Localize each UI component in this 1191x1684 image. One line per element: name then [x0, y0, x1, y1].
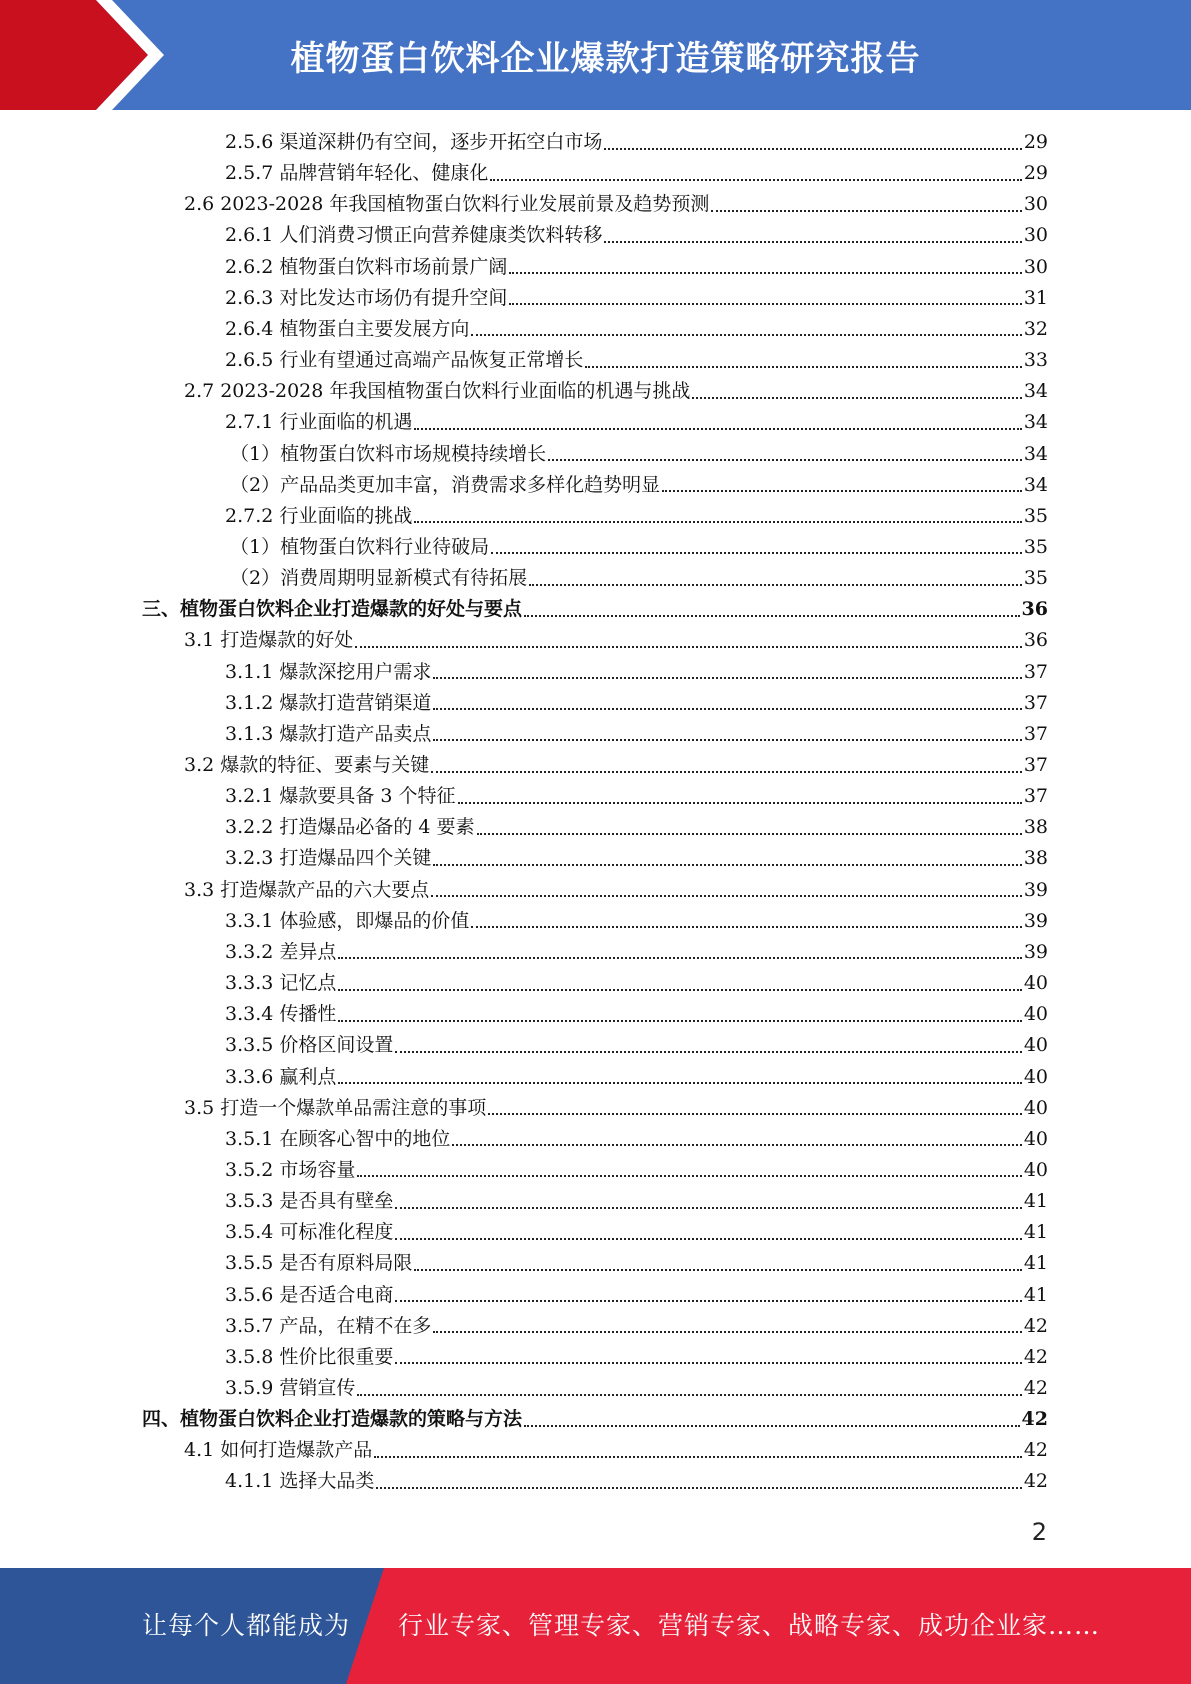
toc-dot-leader: [374, 1456, 1022, 1458]
toc-dot-leader: [452, 1144, 1021, 1146]
toc-entry[interactable]: [225, 158, 1048, 189]
toc-entry-number: 2.6.1: [225, 224, 274, 247]
toc-entry-page: 31: [1023, 286, 1048, 309]
toc-entry[interactable]: [225, 937, 1048, 968]
toc-entry-page: 35: [1023, 504, 1048, 527]
toc-entry-number: 2.7: [184, 380, 215, 403]
toc-entry-number: 3.2: [184, 754, 215, 776]
toc-entry-title: 打造爆款的好处: [220, 629, 354, 652]
toc-entry[interactable]: [225, 1155, 1048, 1186]
toc-entry-number: （1）: [230, 442, 281, 465]
toc-entry[interactable]: [225, 1062, 1048, 1093]
toc-entry[interactable]: [184, 875, 1048, 906]
toc-dot-leader: [433, 864, 1021, 866]
toc-entry-number: 3.5.2: [225, 1158, 274, 1181]
toc-dot-leader: [604, 241, 1021, 243]
toc-dot-leader: [338, 957, 1021, 959]
toc-entry-title: 是否有原料局限: [279, 1252, 413, 1275]
toc-dot-leader: [490, 179, 1021, 181]
toc-entry[interactable]: [225, 345, 1048, 376]
toc-entry[interactable]: [225, 719, 1048, 750]
toc-entry-page: 39: [1023, 878, 1048, 901]
toc-entry-title: 植物蛋白饮料市场规模持续增长: [280, 442, 547, 465]
toc-dot-leader: [357, 1394, 1021, 1396]
toc-entry-title: 性价比很重要: [279, 1345, 394, 1368]
toc-entry-title: 人们消费习惯正向营养健康类饮料转移: [279, 224, 603, 247]
toc-entry-title: 爆款深挖用户需求: [279, 660, 432, 683]
toc-entry-title: 植物蛋白饮料行业待破局: [280, 535, 490, 558]
toc-entry-number: 3.2.1: [225, 785, 274, 808]
toc-entry-number: 3.2.3: [225, 847, 274, 870]
toc-entry[interactable]: [225, 1373, 1048, 1404]
toc-entry-number: 3.5.5: [225, 1252, 274, 1275]
toc-dot-leader: [524, 615, 1020, 617]
toc-entry-page: 35: [1023, 567, 1048, 590]
toc-dot-leader: [395, 1300, 1021, 1302]
toc-dot-leader: [662, 490, 1022, 492]
toc-entry-title: 如何打造爆款产品: [220, 1439, 373, 1462]
toc-entry[interactable]: [184, 1093, 1048, 1124]
toc-dot-leader: [433, 739, 1021, 741]
toc-dot-leader: [431, 895, 1022, 897]
toc-entry[interactable]: [225, 1248, 1048, 1279]
toc-entry-title: 打造爆款产品的六大要点: [220, 878, 430, 901]
toc-entry-page: 42: [1021, 1408, 1048, 1431]
toc-entry-number: 2.5.6: [225, 131, 274, 153]
toc-entry-page: 40: [1023, 1065, 1048, 1088]
toc-entry[interactable]: [184, 376, 1048, 407]
toc-entry[interactable]: [230, 532, 1048, 563]
toc-entry-title: 消费周期明显新模式有待拓展: [280, 567, 528, 590]
toc-entry-number: 3.5.3: [225, 1190, 274, 1213]
toc-entry[interactable]: [225, 501, 1048, 532]
toc-entry-title: 是否适合电商: [279, 1283, 394, 1306]
toc-entry[interactable]: [225, 1311, 1048, 1342]
toc-entry[interactable]: [230, 439, 1048, 470]
toc-entry-page: 42: [1023, 1439, 1048, 1462]
toc-entry-number: 3.3.5: [225, 1034, 274, 1057]
toc-entry-page: 35: [1023, 535, 1048, 558]
toc-entry[interactable]: [225, 688, 1048, 719]
toc-entry-number: 3.5.7: [225, 1314, 274, 1337]
toc-entry-page: 42: [1023, 1314, 1048, 1337]
toc-dot-leader: [338, 989, 1021, 991]
toc-entry-page: 41: [1023, 1283, 1048, 1306]
toc-entry-title: 品牌营销年轻化、健康化: [279, 162, 489, 185]
toc-entry-page: 37: [1023, 785, 1048, 808]
toc-entry[interactable]: [225, 781, 1048, 812]
toc-entry-title: 是否具有壁垒: [279, 1190, 394, 1213]
toc-entry-number: （1）: [230, 535, 281, 558]
toc-entry[interactable]: [225, 407, 1048, 438]
toc-dot-leader: [509, 272, 1021, 274]
toc-dot-leader: [338, 1020, 1021, 1022]
toc-entry-number: 三、: [142, 598, 181, 621]
toc-entry-title: 赢利点: [279, 1065, 337, 1088]
toc-dot-leader: [471, 926, 1021, 928]
page-footer: [0, 1568, 1191, 1684]
toc-dot-leader: [548, 459, 1022, 461]
toc-entry[interactable]: [225, 999, 1048, 1030]
toc-entry-page: 38: [1023, 847, 1048, 870]
toc-entry[interactable]: [225, 252, 1048, 283]
toc-entry-page: 36: [1021, 598, 1048, 621]
toc-entry-number: 2.6.2: [225, 255, 274, 278]
toc-dot-leader: [458, 802, 1022, 804]
toc-dot-leader: [395, 1207, 1021, 1209]
toc-entry-number: 3.5.1: [225, 1127, 274, 1150]
toc-entry-page: 37: [1023, 691, 1048, 714]
toc-entry[interactable]: [142, 1404, 1048, 1435]
toc-entry-number: 2.7.2: [225, 504, 274, 527]
toc-entry[interactable]: [225, 812, 1048, 843]
toc-entry-page: 34: [1023, 473, 1048, 496]
toc-entry-page: 41: [1023, 1252, 1048, 1275]
toc-dot-leader: [509, 303, 1021, 305]
toc-entry-number: 2.5.7: [225, 162, 274, 185]
toc-entry-number: 3.3.3: [225, 972, 274, 995]
toc-dot-leader: [414, 521, 1021, 523]
toc-entry-title: 爆款打造营销渠道: [279, 691, 432, 714]
toc-entry-number: 3.2.2: [225, 816, 274, 839]
toc-entry-number: 四、: [142, 1408, 181, 1431]
toc-entry-title: 在顾客心智中的地位: [279, 1127, 451, 1150]
toc-entry-title: 爆款要具备 3 个特征: [279, 785, 456, 808]
toc-entry-number: 2.6.5: [225, 349, 274, 372]
toc-entry[interactable]: [225, 1342, 1048, 1373]
toc-entry-title: 2023-2028 年我国植物蛋白饮料行业面临的机遇与挑战: [220, 380, 691, 403]
toc-entry-number: 3.5: [184, 1096, 215, 1119]
toc-dot-leader: [338, 1082, 1021, 1084]
toc-entry-title: 爆款的特征、要素与关键: [220, 754, 430, 776]
toc-entry-title: 产品，在精不在多: [279, 1314, 432, 1337]
toc-entry[interactable]: [225, 1186, 1048, 1217]
toc-entry-title: 植物蛋白饮料市场前景广阔: [279, 255, 508, 278]
toc-entry-title: 爆款打造产品卖点: [279, 722, 432, 745]
toc-entry-title: 打造一个爆款单品需注意的事项: [220, 1096, 487, 1119]
toc-entry-title: 选择大品类: [279, 1470, 375, 1493]
toc-dot-leader: [357, 1175, 1021, 1177]
toc-entry[interactable]: [225, 127, 1048, 158]
page-header: [0, 0, 1191, 110]
toc-entry-page: 32: [1023, 317, 1048, 340]
toc-entry-title: 渠道深耕仍有空间，逐步开拓空白市场: [279, 131, 603, 153]
toc-entry-number: 2.6: [184, 193, 215, 216]
toc-entry[interactable]: [184, 1435, 1048, 1466]
toc-dot-leader: [433, 708, 1021, 710]
toc-entry-page: 37: [1023, 722, 1048, 745]
toc-entry-title: 行业面临的挑战: [279, 504, 413, 527]
toc-entry-title: 营销宣传: [279, 1377, 356, 1399]
toc-entry[interactable]: [225, 1124, 1048, 1155]
footer-slogan-right: 行业专家、管理专家、营销专家、战略专家、成功企业家……: [398, 1611, 1101, 1640]
toc-entry-number: （2）: [230, 473, 281, 496]
toc-entry-page: 42: [1023, 1345, 1048, 1368]
toc-dot-leader: [585, 366, 1021, 368]
toc-entry-title: 行业面临的机遇: [279, 411, 413, 434]
toc-dot-leader: [471, 334, 1021, 336]
toc-entry-number: 3.3.6: [225, 1065, 274, 1088]
toc-entry-title: 2023-2028 年我国植物蛋白饮料行业发展前景及趋势预测: [220, 193, 710, 216]
toc-dot-leader: [529, 584, 1022, 586]
toc-entry-title: 打造爆品四个关键: [279, 847, 432, 870]
page-number: 2: [1031, 1518, 1047, 1546]
toc-entry-page: 41: [1023, 1190, 1048, 1213]
toc-entry-title: 记忆点: [279, 972, 337, 995]
toc-entry-page: 39: [1023, 940, 1048, 963]
toc-dot-leader: [477, 833, 1022, 835]
toc-dot-leader: [355, 646, 1022, 648]
toc-entry-title: 价格区间设置: [279, 1034, 394, 1057]
toc-entry-title: 植物蛋白主要发展方向: [279, 317, 470, 340]
toc-dot-leader: [431, 771, 1022, 773]
toc-dot-leader: [395, 1051, 1021, 1053]
toc-entry[interactable]: [225, 1030, 1048, 1061]
footer-slogan-left: 让每个人都能成为: [142, 1611, 351, 1640]
toc-entry-number: 3.3.4: [225, 1003, 274, 1026]
toc-entry-page: 37: [1023, 754, 1048, 776]
toc-entry-page: 30: [1023, 255, 1048, 278]
toc-entry-title: 对比发达市场仍有提升空间: [279, 286, 508, 309]
toc-entry-number: 3.1.3: [225, 722, 274, 745]
toc-entry-page: 42: [1023, 1377, 1048, 1399]
toc-entry[interactable]: [225, 314, 1048, 345]
toc-entry-title: 差异点: [279, 940, 337, 963]
toc-entry-number: 3.3.2: [225, 940, 274, 963]
toc-entry-number: 3.3: [184, 878, 215, 901]
toc-dot-leader: [433, 1331, 1021, 1333]
toc-entry[interactable]: [225, 283, 1048, 314]
toc-entry-page: 37: [1023, 660, 1048, 683]
toc-dot-leader: [604, 148, 1021, 150]
document-title: 植物蛋白饮料企业爆款打造策略研究报告: [290, 38, 921, 79]
toc-entry-number: （2）: [230, 567, 281, 590]
toc-entry-title: 打造爆品必备的 4 要素: [279, 816, 475, 839]
toc-dot-leader: [395, 1238, 1021, 1240]
toc-entry-number: 3.1: [184, 629, 215, 652]
toc-entry-page: 36: [1023, 629, 1048, 652]
toc-entry-title: 市场容量: [279, 1158, 356, 1181]
toc-dot-leader: [414, 1269, 1021, 1271]
toc-entry-page: 29: [1023, 131, 1048, 153]
toc-entry[interactable]: [184, 189, 1048, 220]
toc-entry-number: 3.1.2: [225, 691, 274, 714]
toc-entry-number: 2.7.1: [225, 411, 274, 434]
toc-entry-page: 34: [1023, 411, 1048, 434]
toc-entry-page: 34: [1023, 380, 1048, 403]
toc-entry-page: 33: [1023, 349, 1048, 372]
toc-entry-page: 29: [1023, 162, 1048, 185]
toc-entry-number: 3.5.9: [225, 1377, 274, 1399]
toc-entry[interactable]: [184, 750, 1048, 781]
toc-entry-page: 34: [1023, 442, 1048, 465]
toc-entry-title: 体验感，即爆品的价值: [279, 909, 470, 932]
toc-entry[interactable]: [230, 470, 1048, 501]
toc-entry[interactable]: [225, 1280, 1048, 1311]
toc-entry-page: 41: [1023, 1221, 1048, 1244]
toc-entry-page: 30: [1023, 193, 1048, 216]
toc-dot-leader: [433, 677, 1021, 679]
toc-entry-page: 40: [1023, 1096, 1048, 1119]
toc-entry[interactable]: [225, 843, 1048, 874]
toc-entry[interactable]: [225, 220, 1048, 251]
toc-entry-title: 可标准化程度: [279, 1221, 394, 1244]
toc-entry[interactable]: [225, 1217, 1048, 1248]
toc-entry-number: 3.3.1: [225, 909, 274, 932]
toc-dot-leader: [692, 397, 1021, 399]
toc-entry-title: 行业有望通过高端产品恢复正常增长: [279, 349, 584, 372]
toc-entry[interactable]: [184, 625, 1048, 656]
toc-dot-leader: [414, 428, 1021, 430]
toc-entry[interactable]: [225, 1466, 1048, 1497]
toc-entry-page: 40: [1023, 1034, 1048, 1057]
toc-entry[interactable]: [225, 657, 1048, 688]
toc-entry-page: 39: [1023, 909, 1048, 932]
toc-dot-leader: [524, 1425, 1020, 1427]
toc-entry[interactable]: [225, 906, 1048, 937]
toc-entry-title: 产品品类更加丰富，消费需求多样化趋势明显: [280, 473, 661, 496]
toc-entry-page: 40: [1023, 1003, 1048, 1026]
toc-dot-leader: [491, 552, 1022, 554]
toc-entry-number: 3.1.1: [225, 660, 274, 683]
toc-entry[interactable]: [142, 594, 1048, 625]
toc-entry-title: 植物蛋白饮料企业打造爆款的策略与方法: [180, 1408, 523, 1431]
toc-dot-leader: [711, 210, 1021, 212]
toc-entry-page: 40: [1023, 1127, 1048, 1150]
toc-entry[interactable]: [225, 968, 1048, 999]
toc-entry-number: 2.6.4: [225, 317, 274, 340]
toc-entry-page: 40: [1023, 972, 1048, 995]
toc-entry-number: 3.5.8: [225, 1345, 274, 1368]
toc-entry-title: 植物蛋白饮料企业打造爆款的好处与要点: [180, 598, 523, 621]
toc-entry[interactable]: [230, 563, 1048, 594]
toc-entry-number: 3.5.6: [225, 1283, 274, 1306]
toc-entry-title: 传播性: [279, 1003, 337, 1026]
toc-dot-leader: [376, 1487, 1021, 1489]
toc-entry-number: 2.6.3: [225, 286, 274, 309]
toc-entry-page: 42: [1023, 1470, 1048, 1493]
toc-entry-page: 38: [1023, 816, 1048, 839]
toc-entry-page: 30: [1023, 224, 1048, 247]
toc-dot-leader: [395, 1362, 1021, 1364]
toc-dot-leader: [488, 1113, 1022, 1115]
toc-entry-number: 3.5.4: [225, 1221, 274, 1244]
toc-entry-number: 4.1.1: [225, 1470, 274, 1493]
toc-entry-number: 4.1: [184, 1439, 215, 1462]
toc-entry-page: 40: [1023, 1158, 1048, 1181]
